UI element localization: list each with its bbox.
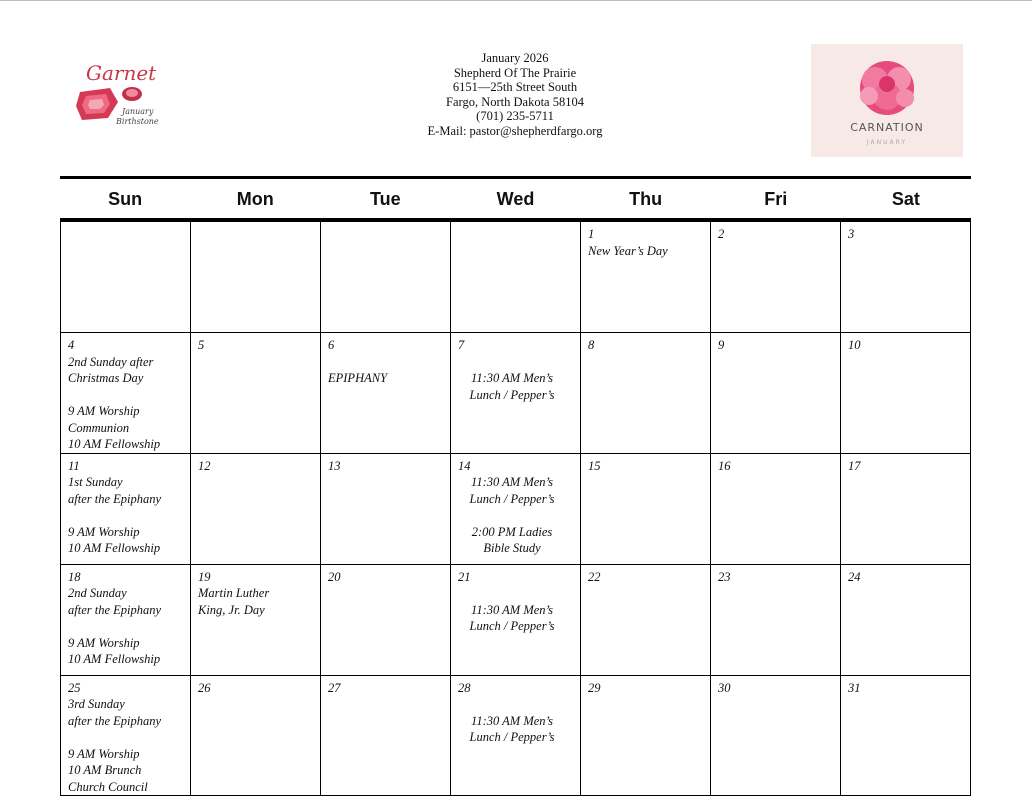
- day-cell-sun: [61, 564, 191, 675]
- day-cell-sat: [841, 453, 971, 564]
- day-events: New Year’s Day: [588, 243, 668, 258]
- day-number: 2: [718, 227, 725, 241]
- calendar-week-row: [61, 453, 971, 564]
- day-events: 2nd Sunday after Christmas Day 9 AM Worship Communion 10 AM Fellowship: [68, 354, 161, 451]
- carnation-logo-caption: JANUARY: [866, 139, 908, 146]
- weekday-fri: Fri: [764, 189, 788, 209]
- day-cell-sun: [61, 453, 191, 564]
- day-cell-mon: [191, 222, 321, 333]
- day-number: 18: [68, 569, 81, 584]
- day-cell-tue: [321, 675, 451, 796]
- day-cell-mon: [191, 333, 321, 454]
- day-number: 13: [328, 458, 341, 473]
- day-number: 30: [718, 680, 731, 695]
- day-events: 2nd Sunday after the Epiphany 9 AM Worship 10 AM Fellowship: [68, 586, 162, 666]
- header-street: 6151—25th Street South: [452, 80, 578, 94]
- day-events: 1st Sunday after the Epiphany 9 AM Worship 10 AM Fellowship: [68, 475, 162, 555]
- day-number: 21: [458, 569, 471, 584]
- calendar-week-row: [61, 675, 971, 796]
- header-city: Fargo, North Dakota 58104: [446, 94, 584, 109]
- day-cell-mon: [191, 453, 321, 564]
- day-cell-thu: [581, 453, 711, 564]
- day-events: 11:30 AM Men’s Lunch / Pepper’s: [469, 371, 555, 402]
- garnet-logo-caption2: Birthstone: [116, 117, 159, 126]
- day-cell-mon: [191, 675, 321, 796]
- carnation-flower-logo: [811, 44, 963, 157]
- day-cell-sun: [61, 222, 191, 333]
- day-number: 1: [588, 227, 595, 241]
- calendar-week-row: [61, 222, 971, 333]
- weekday-thu: Thu: [629, 189, 663, 209]
- day-cell-tue: [321, 222, 451, 333]
- church-header: [380, 51, 650, 138]
- day-cell-thu: [581, 333, 711, 454]
- day-number: 11: [68, 458, 80, 473]
- calendar-week-row: [61, 333, 971, 454]
- carnation-logo-word: CARNATION: [850, 121, 924, 134]
- day-number: 22: [588, 569, 601, 584]
- day-number: 19: [198, 569, 211, 584]
- day-number: 20: [328, 569, 341, 584]
- day-cell-fri: [711, 222, 841, 333]
- day-cell-sat: [841, 675, 971, 796]
- header-email: E-Mail: pastor@shepherdfargo.org: [427, 123, 603, 138]
- weekday-mon: Mon: [236, 189, 274, 209]
- day-cell-wed: [451, 333, 581, 454]
- day-number: 10: [848, 338, 861, 352]
- day-cell-tue: [321, 564, 451, 675]
- day-number: 4: [68, 338, 75, 352]
- day-number: 17: [848, 458, 861, 473]
- day-events: 3rd Sunday after the Epiphany 9 AM Worship 10 AM Brunch Church Council: [68, 697, 162, 794]
- day-cell-thu: [581, 564, 711, 675]
- day-number: 31: [848, 680, 861, 695]
- day-number: 24: [848, 569, 861, 584]
- day-events: 11:30 AM Men’s Lunch / Pepper’s 2:00 PM Ladies Bible Study: [469, 475, 555, 555]
- weekday-header-row: [60, 179, 971, 219]
- day-number: 8: [588, 338, 595, 352]
- day-cell-thu: [581, 675, 711, 796]
- header-church-name: Shepherd Of The Prairie: [453, 65, 577, 80]
- day-cell-fri: [711, 333, 841, 454]
- day-number: 5: [198, 338, 205, 352]
- weekday-sun: Sun: [108, 189, 143, 209]
- day-cell-tue: [321, 453, 451, 564]
- day-number: 6: [328, 338, 335, 352]
- day-cell-wed: [451, 675, 581, 796]
- day-number: 3: [848, 227, 855, 241]
- day-cell-sat: [841, 333, 971, 454]
- day-number: 26: [198, 680, 211, 695]
- day-cell-fri: [711, 453, 841, 564]
- day-cell-wed: [451, 453, 581, 564]
- day-cell-sun: [61, 675, 191, 796]
- day-number: 23: [718, 569, 731, 584]
- calendar-week-row: [61, 564, 971, 675]
- day-number: 16: [718, 458, 731, 473]
- day-number: 7: [458, 338, 465, 352]
- weekday-sat: Sat: [891, 189, 920, 209]
- day-cell-wed: [451, 222, 581, 333]
- header-phone: (701) 235-5711: [476, 109, 554, 123]
- day-events: 11:30 AM Men’s Lunch / Pepper’s: [469, 602, 555, 633]
- weekday-tue: Tue: [370, 189, 401, 209]
- header-month: January 2026: [481, 51, 549, 65]
- day-cell-mon: [191, 564, 321, 675]
- page-top-border: [0, 0, 1032, 1]
- day-events: EPIPHANY: [328, 371, 388, 385]
- day-cell-sun: [61, 333, 191, 454]
- day-cell-tue: [321, 333, 451, 454]
- day-number: 9: [718, 338, 725, 352]
- day-cell-thu: [581, 222, 711, 333]
- calendar-grid: [60, 221, 971, 796]
- garnet-logo-word: Garnet: [86, 61, 157, 85]
- day-cell-sat: [841, 222, 971, 333]
- day-events: Martin Luther King, Jr. Day: [198, 586, 270, 617]
- weekday-wed: Wed: [496, 189, 535, 209]
- day-number: 29: [588, 680, 601, 695]
- day-number: 14: [458, 458, 471, 473]
- day-number: 12: [198, 458, 211, 473]
- day-events: 11:30 AM Men’s Lunch / Pepper’s: [469, 713, 555, 744]
- day-number: 15: [588, 458, 601, 473]
- garnet-birthstone-logo: [72, 58, 170, 134]
- day-cell-wed: [451, 564, 581, 675]
- day-number: 27: [328, 680, 341, 695]
- garnet-logo-caption: January: [122, 107, 154, 116]
- day-cell-fri: [711, 564, 841, 675]
- day-cell-sat: [841, 564, 971, 675]
- day-number: 28: [458, 680, 471, 695]
- day-number: 25: [68, 680, 81, 695]
- day-cell-fri: [711, 675, 841, 796]
